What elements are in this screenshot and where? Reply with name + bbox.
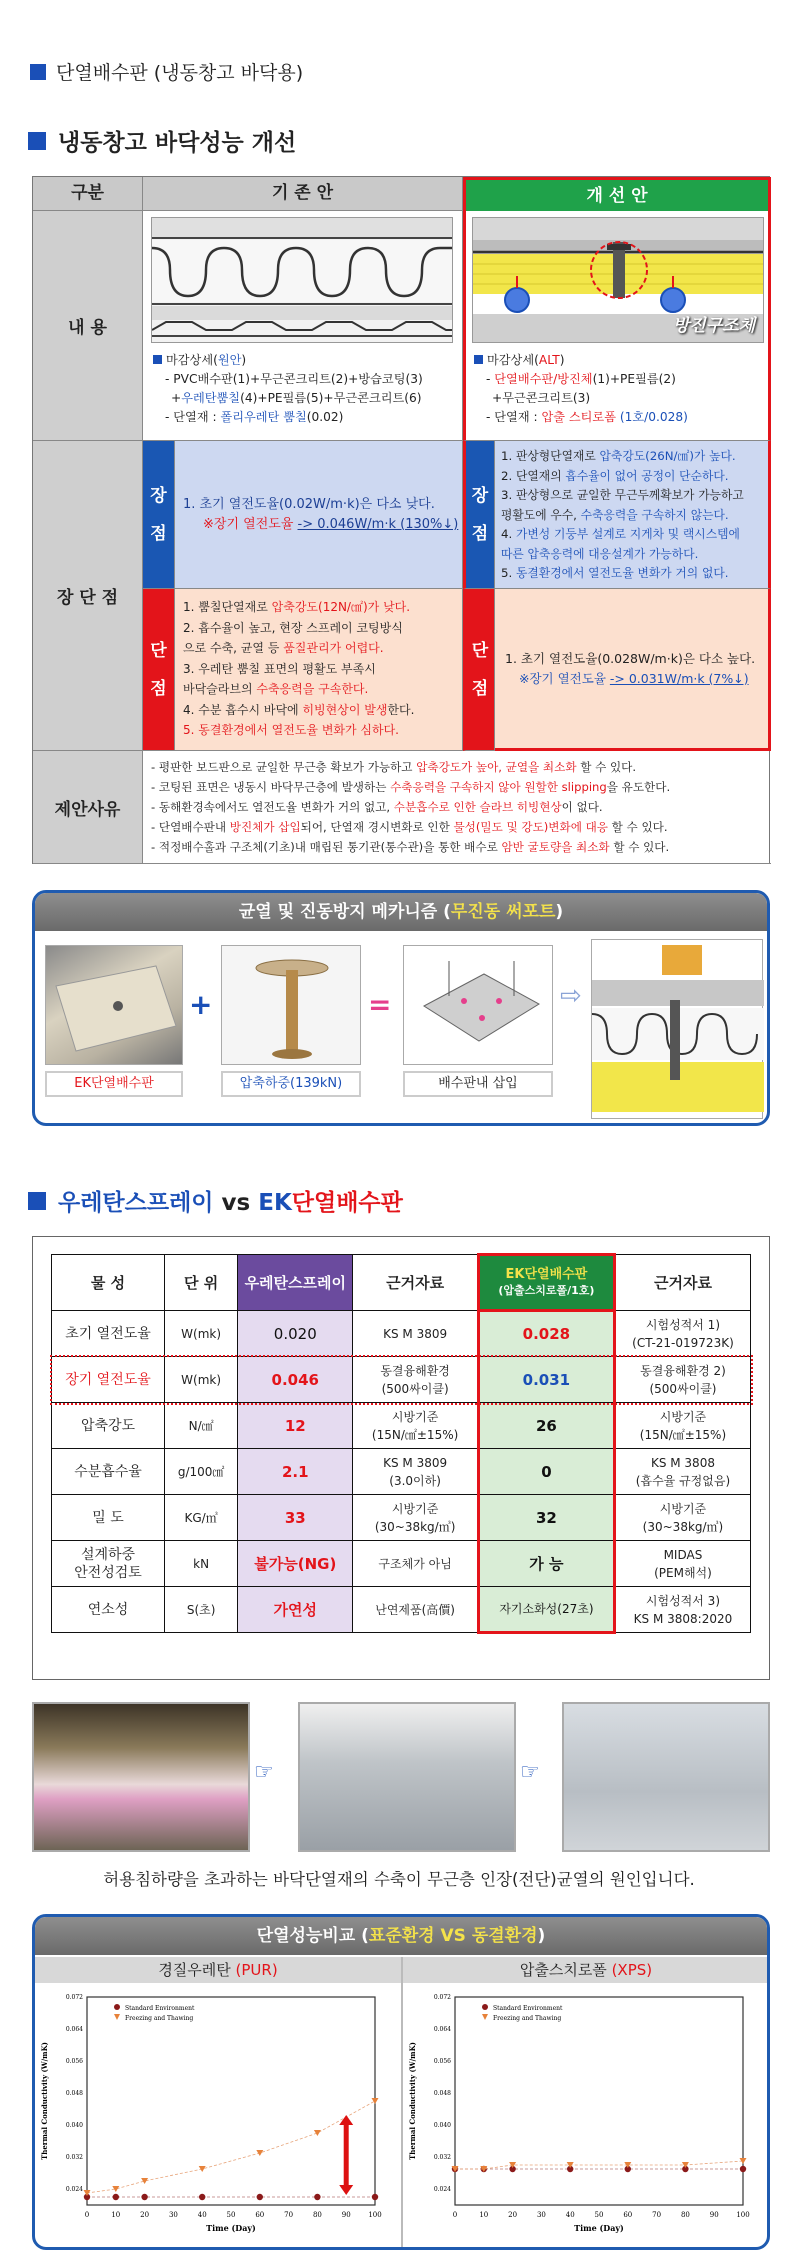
row-pros-cons-label: 장 단 점 xyxy=(33,441,143,751)
cell-property: 수분흡수율 xyxy=(52,1449,165,1495)
new-pros-cell xyxy=(495,441,771,589)
y-tick-label: 0.032 xyxy=(433,2154,451,2161)
x-tick-label: 70 xyxy=(652,2211,662,2219)
data-point xyxy=(372,2098,379,2104)
cell-ref2: 시방기준 (30~38kg/㎥) xyxy=(614,1495,750,1541)
cell-ref2: KS M 3808 (흡수율 규정없음) xyxy=(614,1449,750,1495)
row-reason-label: 제안사유 xyxy=(33,751,143,864)
cracked-floor-photo xyxy=(562,1702,770,1852)
new-content-cell xyxy=(463,211,771,441)
cell-ref1: KS M 3809 (3.0이하) xyxy=(353,1449,479,1495)
table-row xyxy=(52,1311,751,1357)
cell-ref1: 난연제품(高價) xyxy=(353,1587,479,1633)
cell-ek: 32 xyxy=(478,1495,614,1541)
cell-urethane: 2.1 xyxy=(238,1449,353,1495)
cell-unit: W(mk) xyxy=(165,1357,238,1403)
plus-icon: + xyxy=(189,988,213,1021)
cell-ek: 가 능 xyxy=(478,1541,614,1587)
th-property: 물 성 xyxy=(52,1255,165,1311)
support-photo xyxy=(221,945,361,1065)
y-tick-label: 0.072 xyxy=(65,1994,83,2001)
cell-urethane: 불가능(NG) xyxy=(238,1541,353,1587)
x-tick-label: 90 xyxy=(341,2211,351,2219)
new-con-line1: 1. 초기 열전도율(0.028W/m·k)은 다소 높다. xyxy=(505,650,756,666)
x-axis-label: Time (Day) xyxy=(206,2223,256,2233)
reason-3: - 동해환경속에서도 열전도율 변화가 거의 없고, 수분흡수로 인한 슬라브 히빙현상이 없다. xyxy=(151,800,603,814)
col-old: 기 존 안 xyxy=(143,177,463,211)
cell-ref2: 시험성적서 1) (CT-21-019723K) xyxy=(614,1311,750,1357)
new-pro-tag: 장 점 xyxy=(463,441,495,589)
x-tick-label: 0 xyxy=(452,2211,458,2219)
cell-urethane: 33 xyxy=(238,1495,353,1541)
photo-caption: 허용침하량을 초과하는 바닥단열재의 수축이 무근층 인장(전단)균열의 원인입니다. xyxy=(103,1870,695,1889)
legend-marker xyxy=(114,2004,120,2010)
caption-compressive-load: 압축하중(139kN) xyxy=(221,1071,361,1097)
x-tick-label: 20 xyxy=(508,2211,518,2219)
cell-urethane: 0.046 xyxy=(238,1357,353,1403)
th-unit: 단 위 xyxy=(165,1255,238,1311)
hand-pointing-icon-2: ☞ xyxy=(520,1760,540,1785)
cell-ek: 자기소화성(27초) xyxy=(478,1587,614,1633)
cell-unit: S(초) xyxy=(165,1587,238,1633)
insert-diagram xyxy=(403,945,553,1065)
old-pro-tag: 장 점 xyxy=(143,441,175,589)
new-pro-6: 따른 압축응력에 대응설계가 가능하다. xyxy=(501,546,699,561)
old-cons-cell xyxy=(175,589,463,751)
table-row xyxy=(52,1357,751,1403)
cell-unit: W(mk) xyxy=(165,1311,238,1357)
equals-icon: = xyxy=(368,988,392,1021)
property-table xyxy=(51,1253,751,1634)
bullet-square-icon xyxy=(28,132,46,150)
row-content-label: 내 용 xyxy=(33,211,143,441)
right-chart-title: 압출스치로폴 (XPS) xyxy=(403,1957,769,1983)
old-con-4: 3. 우레탄 뿜칠 표면의 평활도 부족시 xyxy=(183,661,376,676)
bullet-square-icon xyxy=(153,355,162,364)
new-floor-diagram xyxy=(472,217,764,343)
col-new: 개 선 안 xyxy=(463,177,771,211)
cell-urethane: 0.020 xyxy=(238,1311,353,1357)
comparison-table xyxy=(32,176,770,864)
x-tick-label: 50 xyxy=(226,2211,236,2219)
y-tick-label: 0.064 xyxy=(65,2026,83,2033)
hand-pointing-icon: ☞ xyxy=(254,1760,274,1785)
pur-chart xyxy=(35,1985,401,2247)
cell-ek: 0.031 xyxy=(478,1357,614,1403)
old-content-cell xyxy=(143,211,463,441)
section-title-comparison: 우레탄스프레이 vs EK단열배수판 xyxy=(28,1184,403,1217)
cell-property: 초기 열전도율 xyxy=(52,1311,165,1357)
th-ref1: 근거자료 xyxy=(353,1255,479,1311)
legend-marker xyxy=(482,2014,488,2020)
cell-ref1: 시방기준 (15N/㎠±15%) xyxy=(353,1403,479,1449)
x-tick-label: 50 xyxy=(594,2211,604,2219)
drain-board-photo xyxy=(45,945,183,1065)
new-content-line1: - 단열배수판/방진체(1)+PE필름(2) xyxy=(486,372,676,386)
mechanism-panel xyxy=(32,890,770,1126)
data-point xyxy=(740,2166,746,2172)
y-tick-label: 0.024 xyxy=(433,2186,451,2193)
th-ref2: 근거자료 xyxy=(614,1255,750,1311)
old-pro-line2: ※장기 열전도율 -> 0.046W/m·k (130%↓) xyxy=(203,516,459,532)
new-con-line2: ※장기 열전도율 -> 0.031W/m·k (7%↓) xyxy=(519,670,749,686)
x-tick-label: 10 xyxy=(111,2211,121,2219)
old-con-6: 4. 수분 흡수시 바닥에 히빙현상이 발생한다. xyxy=(183,702,415,717)
old-content-line1: - PVC배수판(1)+무근콘크리트(2)+방습코팅(3) xyxy=(165,372,423,386)
property-table-wrapper xyxy=(32,1236,770,1680)
new-con-tag: 단 점 xyxy=(463,589,495,751)
compression-test-photo xyxy=(32,1702,250,1852)
legend-label: Freezing and Thawing xyxy=(493,2015,562,2022)
cell-property: 연소성 xyxy=(52,1587,165,1633)
new-cons-cell xyxy=(495,589,771,751)
data-point xyxy=(141,2178,148,2184)
data-point xyxy=(256,2150,263,2156)
caption-insert: 배수판내 삽입 xyxy=(403,1071,553,1097)
cell-property: 압축강도 xyxy=(52,1403,165,1449)
x-tick-label: 80 xyxy=(312,2211,322,2219)
y-tick-label: 0.056 xyxy=(433,2058,451,2065)
cell-ref2: 시험성적서 3) KS M 3808:2020 xyxy=(614,1587,750,1633)
y-axis-label: Thermal Conductivity (W/mK) xyxy=(408,2042,417,2160)
x-tick-label: 80 xyxy=(680,2211,690,2219)
new-content-title: 마감상세(ALT) xyxy=(474,351,768,370)
cell-unit: kN xyxy=(165,1541,238,1587)
legend-label: Standard Environment xyxy=(125,2005,195,2012)
x-tick-label: 60 xyxy=(623,2211,633,2219)
diagram-label: 방진구조체 xyxy=(672,316,755,336)
data-point xyxy=(199,2194,205,2200)
reason-4: - 단열배수판내 방진체가 삽입되어, 단열재 경시변화로 인한 물성(밀도 및 강도)변화에 대응 할 수 있다. xyxy=(151,820,668,834)
new-pro-4: 평활도에 우수, 수축응력을 구속하지 않는다. xyxy=(501,507,729,522)
x-axis-label: Time (Day) xyxy=(574,2223,624,2233)
x-tick-label: 20 xyxy=(140,2211,150,2219)
old-con-1: 1. 뿜칠단열재로 압축강도(12N/㎠)가 낮다. xyxy=(183,600,411,614)
cell-unit: N/㎠ xyxy=(165,1403,238,1449)
cell-ref1: 구조체가 아님 xyxy=(353,1541,479,1587)
data-point xyxy=(199,2166,206,2172)
x-tick-label: 30 xyxy=(168,2211,178,2219)
y-tick-label: 0.056 xyxy=(65,2058,83,2065)
data-point xyxy=(113,2194,119,2200)
cell-ref2: 동결융해환경 2) (500싸이클) xyxy=(614,1357,750,1403)
table-row xyxy=(52,1495,751,1541)
x-tick-label: 10 xyxy=(479,2211,489,2219)
cell-unit: g/100㎠ xyxy=(165,1449,238,1495)
cell-ref1: 동결융해환경 (500싸이클) xyxy=(353,1357,479,1403)
new-pro-1: 1. 판상형단열재로 압축강도(26N/㎠)가 높다. xyxy=(501,449,736,463)
caption-drain-board: EK단열배수판 xyxy=(45,1071,183,1097)
compare-title: 단열성능비교 (표준환경 VS 동결환경) xyxy=(35,1917,767,1955)
data-point xyxy=(314,2194,320,2200)
cell-property: 설계하중 안전성검토 xyxy=(52,1541,165,1587)
xps-chart xyxy=(403,1985,769,2247)
cell-unit: KG/㎥ xyxy=(165,1495,238,1541)
mechanism-title: 균열 및 진동방지 메카니즘 (무진동 써포트) xyxy=(35,893,767,931)
th-ek: EK단열배수판 (압출스치로폴/1호) xyxy=(478,1255,614,1311)
cell-ek: 0.028 xyxy=(478,1311,614,1357)
x-tick-label: 90 xyxy=(709,2211,719,2219)
old-floor-diagram xyxy=(151,217,453,343)
reason-5: - 적정배수홀과 구조체(기초)내 매립된 통기관(통수관)을 통한 배수로 암반 굴토량을 최소화 할 수 있다. xyxy=(151,840,670,854)
old-con-5: 바닥슬라브의 수축응력을 구속한다. xyxy=(183,682,369,696)
reason-2: - 코팅된 표면은 냉동시 바닥무근층에 발생하는 수축응력을 구속하지 않아 원할한 slipping을 유도한다. xyxy=(151,780,671,794)
new-pro-5: 4. 가변성 기둥부 설계로 지게차 및 랙시스템에 xyxy=(501,527,740,541)
x-tick-label: 40 xyxy=(197,2211,207,2219)
table-row xyxy=(52,1449,751,1495)
plot-frame xyxy=(455,1997,743,2205)
new-pro-7: 5. 동결환경에서 열전도율 변화가 거의 없다. xyxy=(501,566,729,580)
old-con-2: 2. 흡수율이 높고, 현장 스프레이 코팅방식 xyxy=(183,620,403,635)
x-tick-label: 0 xyxy=(84,2211,90,2219)
arrow-right-icon: ⇨ xyxy=(560,981,582,1011)
plot-frame xyxy=(87,1997,375,2205)
series-line xyxy=(455,2161,743,2169)
bullet-square-icon xyxy=(474,355,483,364)
table-row xyxy=(52,1541,751,1587)
left-chart-title: 경질우레탄 (PUR) xyxy=(35,1957,401,1983)
reason-1: - 평판한 보드판으로 균일한 무근층 확보가 가능하고 압축강도가 높아, 균열을 최소화 할 수 있다. xyxy=(151,760,637,774)
y-tick-label: 0.024 xyxy=(65,2186,83,2193)
table-row xyxy=(52,1587,751,1633)
bullet-square-icon xyxy=(28,1192,46,1210)
x-tick-label: 40 xyxy=(565,2211,575,2219)
old-content-line2: +우레탄뿜칠(4)+PE필름(5)+무근콘크리트(6) xyxy=(171,391,422,405)
x-tick-label: 30 xyxy=(536,2211,546,2219)
section-title-floor-performance: 냉동창고 바닥성능 개선 xyxy=(28,124,296,157)
old-con-7: 5. 동결환경에서 열전도율 변화가 심하다. xyxy=(183,723,399,737)
legend-marker xyxy=(482,2004,488,2010)
cell-ref1: KS M 3809 xyxy=(353,1311,479,1357)
y-tick-label: 0.032 xyxy=(65,2154,83,2161)
legend-label: Freezing and Thawing xyxy=(125,2015,194,2022)
forklift-diagram xyxy=(591,939,763,1119)
y-tick-label: 0.040 xyxy=(65,2122,83,2129)
y-tick-label: 0.064 xyxy=(433,2026,451,2033)
cell-property: 장기 열전도율 xyxy=(52,1357,165,1403)
new-content-line3: - 단열재 : 압출 스티로폼 (1호/0.028) xyxy=(486,410,688,424)
y-tick-label: 0.048 xyxy=(65,2090,83,2097)
cell-ref1: 시방기준 (30~38kg/㎥) xyxy=(353,1495,479,1541)
cell-ref2: 시방기준 (15N/㎠±15%) xyxy=(614,1403,750,1449)
bullet-square-icon xyxy=(30,64,46,80)
arrow-head-down xyxy=(339,2185,353,2195)
new-pro-2: 2. 단열재의 흡수율이 없어 공정이 단순하다. xyxy=(501,468,729,483)
new-pro-3: 3. 판상형으로 균일한 무근두께확보가 가능하고 xyxy=(501,488,744,502)
old-content-line3: - 단열재 : 폴리우레탄 뿜칠(0.02) xyxy=(165,410,344,424)
old-content-title: 마감상세(원안) xyxy=(153,351,459,370)
data-point xyxy=(372,2194,378,2200)
new-content-line2: +무근콘크리트(3) xyxy=(492,391,591,405)
reason-cell xyxy=(143,751,771,864)
x-tick-label: 60 xyxy=(255,2211,265,2219)
col-gubun: 구분 xyxy=(33,177,143,211)
cell-ek: 0 xyxy=(478,1449,614,1495)
y-tick-label: 0.040 xyxy=(433,2122,451,2129)
x-tick-label: 100 xyxy=(736,2211,750,2219)
table-row xyxy=(52,1403,751,1449)
series-line xyxy=(87,2101,375,2193)
old-con-tag: 단 점 xyxy=(143,589,175,751)
th-urethane: 우레탄스프레이 xyxy=(238,1255,353,1311)
cell-urethane: 12 xyxy=(238,1403,353,1449)
old-pro-line1: 1. 초기 열전도율(0.02W/m·k)은 다소 낮다. xyxy=(183,496,435,512)
x-tick-label: 70 xyxy=(284,2211,294,2219)
y-tick-label: 0.048 xyxy=(433,2090,451,2097)
insulation-comparison-panel xyxy=(32,1914,770,2250)
legend-marker xyxy=(114,2014,120,2020)
data-point xyxy=(141,2194,147,2200)
data-point xyxy=(257,2194,263,2200)
x-tick-label: 100 xyxy=(368,2211,382,2219)
cell-property: 밀 도 xyxy=(52,1495,165,1541)
old-pros-cell xyxy=(175,441,463,589)
y-tick-label: 0.072 xyxy=(433,1994,451,2001)
y-axis-label: Thermal Conductivity (W/mK) xyxy=(40,2042,49,2160)
small-title: 단열배수판 (냉동창고 바닥용) xyxy=(30,58,303,85)
warehouse-floor-photo xyxy=(298,1702,516,1852)
data-point xyxy=(314,2130,321,2136)
cell-ref2: MIDAS (PEM해석) xyxy=(614,1541,750,1587)
cell-urethane: 가연성 xyxy=(238,1587,353,1633)
legend-label: Standard Environment xyxy=(493,2005,563,2012)
cell-ek: 26 xyxy=(478,1403,614,1449)
old-con-3: 으로 수축, 균열 등 품질관리가 어렵다. xyxy=(183,641,384,655)
